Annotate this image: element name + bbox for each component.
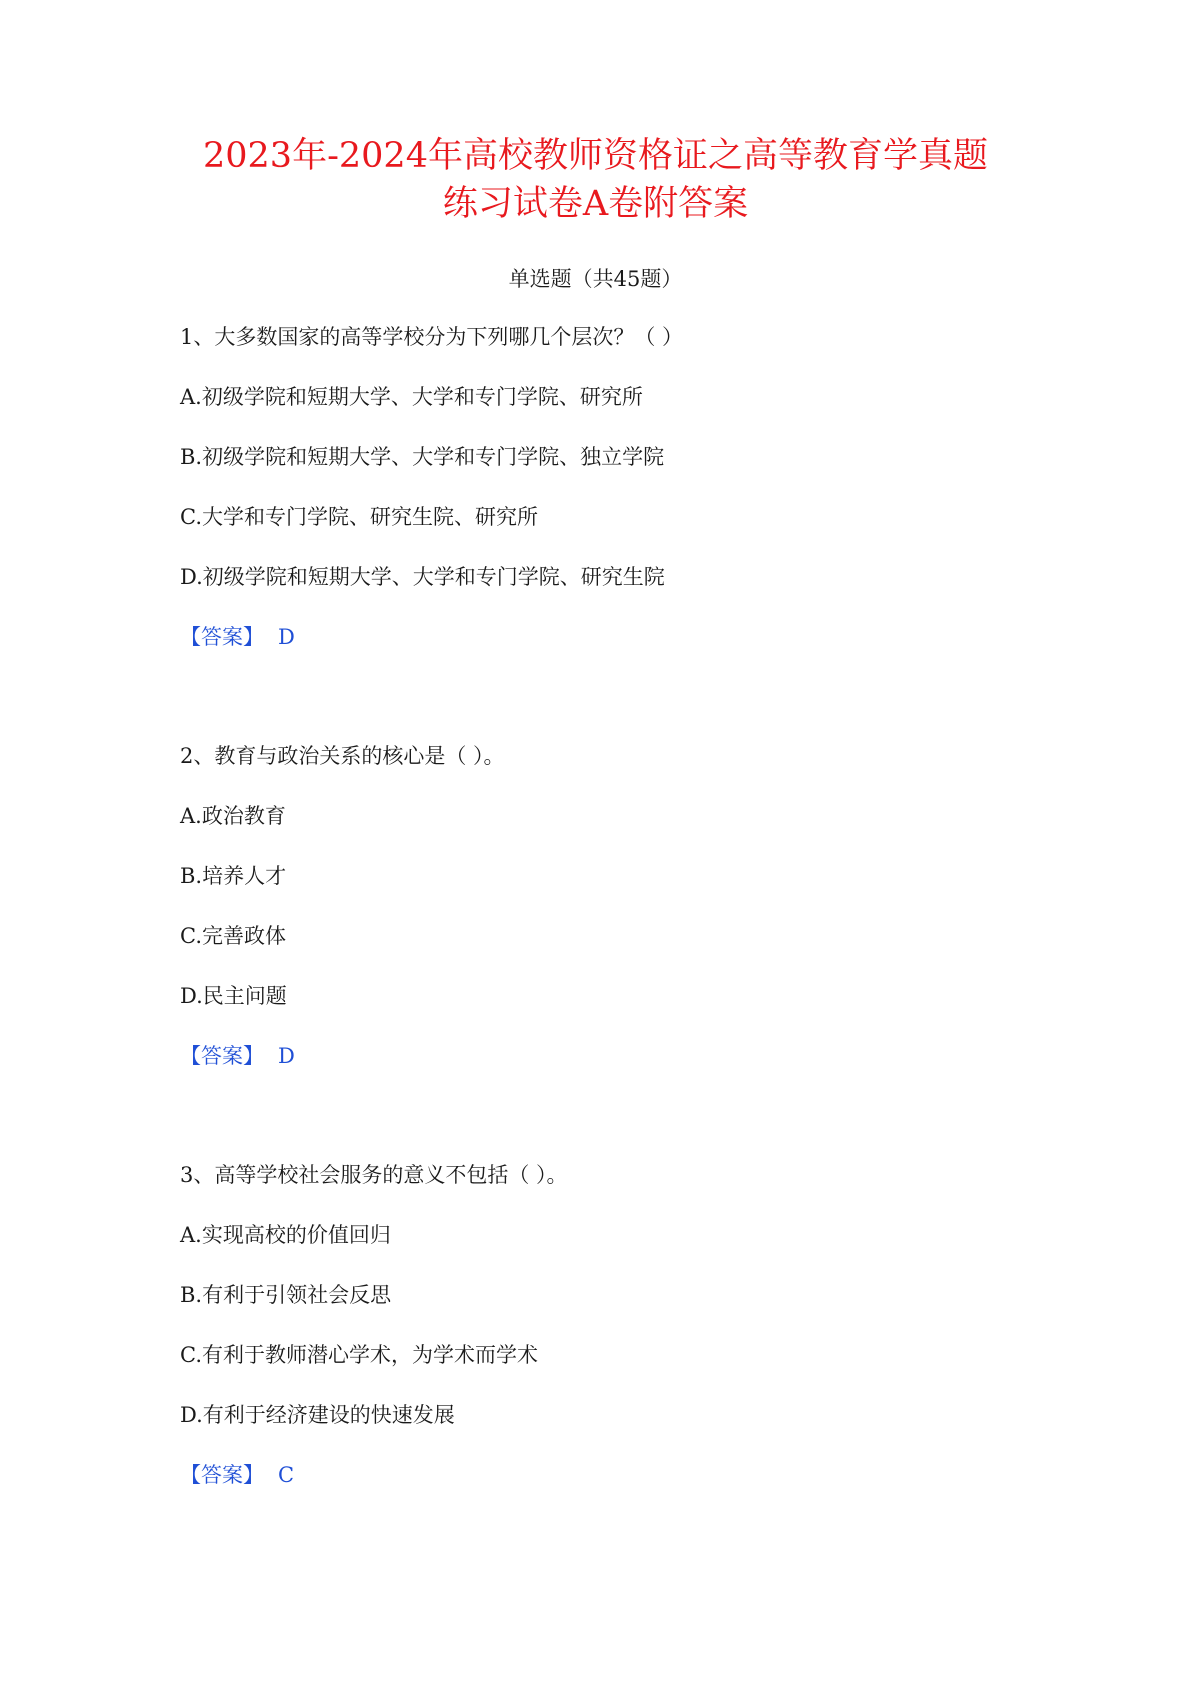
option-a: A.初级学院和短期大学、大学和专门学院、研究所 xyxy=(180,385,643,409)
answer-value: D xyxy=(278,1044,295,1068)
option-c: C.大学和专门学院、研究生院、研究所 xyxy=(180,505,538,529)
question-3 xyxy=(180,1160,1080,1490)
option-a: A.实现高校的价值回归 xyxy=(180,1223,391,1247)
answer-label: 【答案】 xyxy=(180,1044,264,1068)
option-b: B.有利于引领社会反思 xyxy=(180,1283,392,1307)
document-title-line-2: 练习试卷A卷附答案 xyxy=(442,184,749,224)
option-a: A.政治教育 xyxy=(180,804,286,828)
option-b: B.培养人才 xyxy=(180,864,287,888)
option-c: C.有利于教师潜心学术，为学术而学术 xyxy=(180,1343,538,1367)
question-stem: 3、高等学校社会服务的意义不包括（ ）。 xyxy=(180,1163,568,1187)
answer-line xyxy=(180,622,1080,652)
answer-line xyxy=(180,1041,1080,1071)
answer-value: C xyxy=(278,1463,295,1487)
option-d: D.民主问题 xyxy=(180,984,287,1008)
answer-value: D xyxy=(278,625,295,649)
question-2 xyxy=(180,741,1080,1071)
answer-label: 【答案】 xyxy=(180,625,264,649)
section-heading: 单选题（共45题） xyxy=(508,267,683,291)
option-d: D.有利于经济建设的快速发展 xyxy=(180,1403,455,1427)
question-1 xyxy=(180,322,1080,652)
document-title-line-1: 2023年-2024年高校教师资格证之高等教育学真题 xyxy=(203,136,988,176)
question-stem: 2、教育与政治关系的核心是（ ）。 xyxy=(180,744,505,768)
option-d: D.初级学院和短期大学、大学和专门学院、研究生院 xyxy=(180,565,665,589)
question-stem: 1、大多数国家的高等学校分为下列哪几个层次？（ ） xyxy=(180,325,684,349)
answer-label: 【答案】 xyxy=(180,1463,264,1487)
answer-line xyxy=(180,1460,1080,1490)
option-c: C.完善政体 xyxy=(180,924,286,948)
option-b: B.初级学院和短期大学、大学和专门学院、独立学院 xyxy=(180,445,665,469)
